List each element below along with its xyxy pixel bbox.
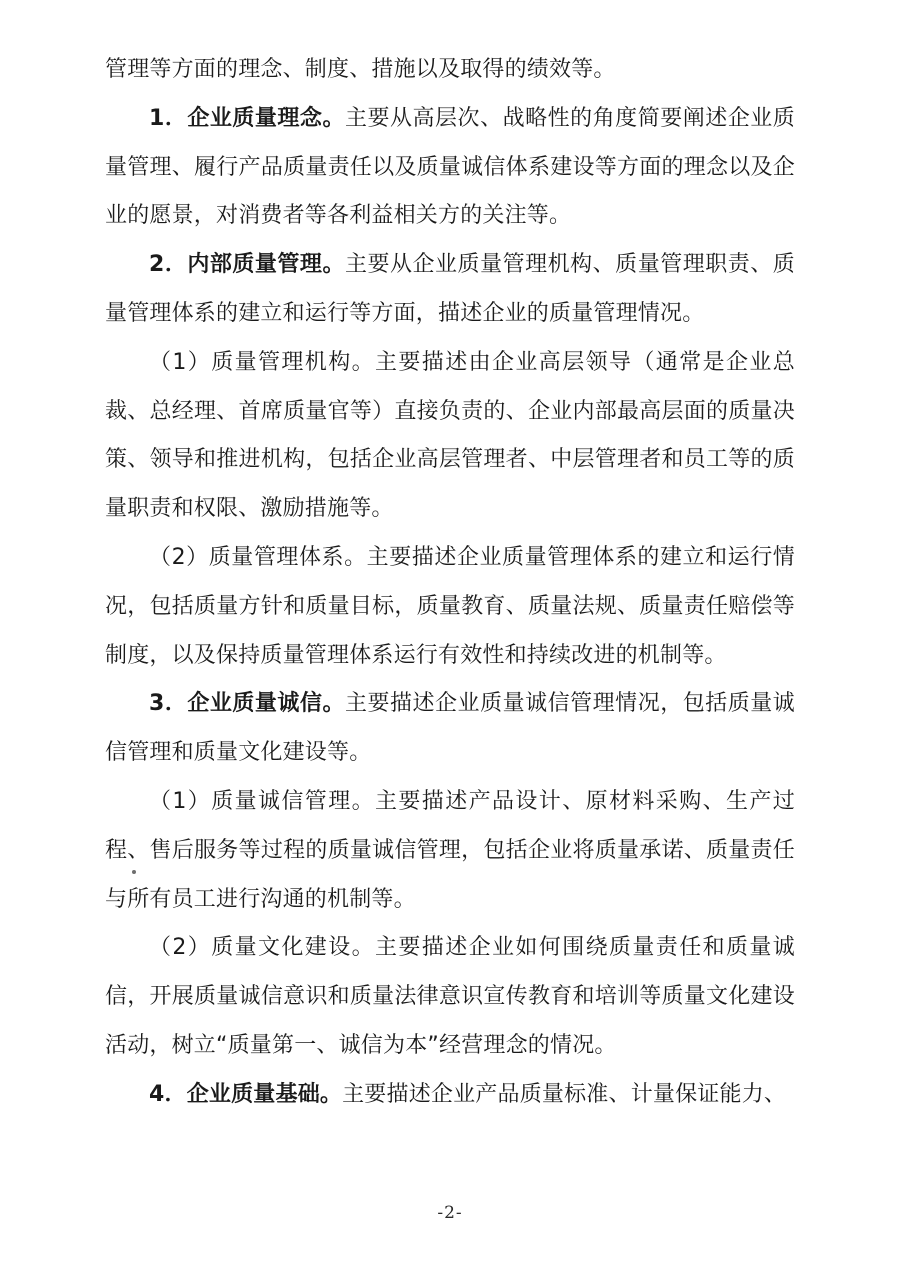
- paragraph: [105, 241, 795, 339]
- paragraph: [105, 1071, 795, 1120]
- paragraph: [105, 46, 795, 95]
- heading-run: 2．内部质量管理。: [149, 252, 345, 278]
- paragraph: [105, 339, 795, 534]
- text-run: 主要描述企业产品质量标准、计量保证能力、: [342, 1081, 787, 1107]
- text-run: 主要从企业质量管理机构、质量管理职责、质量管理体系的建立和运行等方面，描述企业的质量管理情况。: [105, 252, 795, 326]
- text-run: （1）质量诚信管理。主要描述产品设计、原材料采购、生产过程、售后服务等过程的质量诚信管理，包括企业将质量承诺、质量责任与所有员工进行沟通的机制等。: [105, 788, 795, 912]
- heading-run: 1．企业质量理念。: [149, 105, 345, 131]
- text-run: （2）质量文化建设。主要描述企业如何围绕质量责任和质量诚信，开展质量诚信意识和质量法律意识宣传教育和培训等质量文化建设活动，树立“质量第一、诚信为本”经营理念的情况。: [105, 935, 795, 1058]
- paragraph: [105, 95, 795, 241]
- heading-run: 4．企业质量基础。: [149, 1081, 343, 1107]
- text-run: （2）质量管理体系。主要描述企业质量管理体系的建立和运行情况，包括质量方针和质量目标，质量教育、质量法规、质量责任赔偿等制度，以及保持质量管理体系运行有效性和持续改进的机制等。: [105, 544, 795, 668]
- scan-artifact-dot: [132, 870, 136, 874]
- page-number: -2-: [437, 1203, 463, 1223]
- paragraph: [105, 680, 795, 778]
- paragraph: [105, 534, 795, 680]
- text-run: 主要从高层次、战略性的角度简要阐述企业质量管理、履行产品质量责任以及质量诚信体系建设等方面的理念以及企业的愿景，对消费者等各利益相关方的关注等。: [105, 105, 795, 229]
- paragraph: [105, 778, 795, 924]
- text-run: （1）质量管理机构。主要描述由企业高层领导（通常是企业总裁、总经理、首席质量官等）直接负责的、企业内部最高层面的质量决策、领导和推进机构，包括企业高层管理者、中层管理者和员工等的质量职责和权限、激励措施等。: [105, 349, 795, 522]
- document-body: [105, 46, 795, 1120]
- paragraph: [105, 924, 795, 1070]
- text-run: 管理等方面的理念、制度、措施以及取得的绩效等。: [105, 57, 616, 82]
- heading-run: 3．企业质量诚信。: [149, 691, 345, 717]
- text-run: 主要描述企业质量诚信管理情况，包括质量诚信管理和质量文化建设等。: [105, 691, 795, 766]
